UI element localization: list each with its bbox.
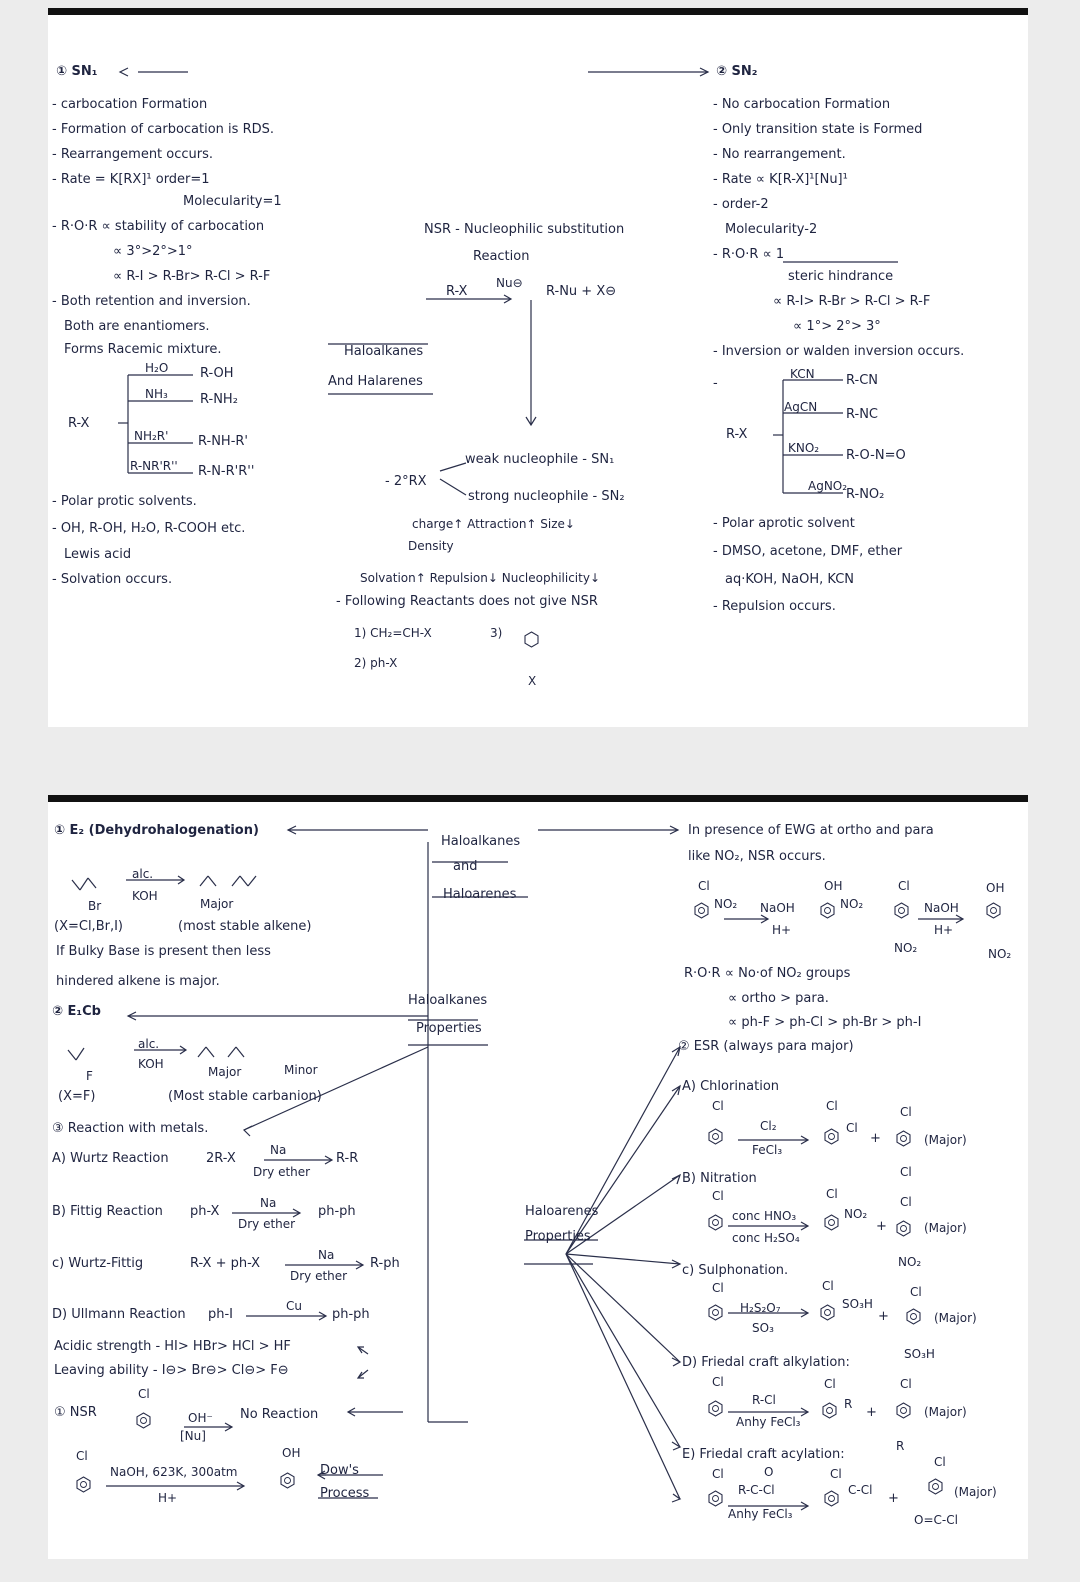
ewg-oh: OH (824, 879, 843, 893)
center-haloalkanes: Haloalkanes (441, 834, 521, 849)
wf-left: R-X + ph-X (190, 1256, 261, 1271)
notes-page-2 (48, 795, 1028, 1559)
plus-sign: + (876, 1219, 887, 1234)
acyl-rcocl: R-C-Cl (738, 1483, 775, 1497)
reactant-3: 3) (490, 626, 503, 640)
dows-h: H+ (158, 1491, 178, 1505)
dows-cl: Cl (76, 1449, 88, 1463)
acylchlorobenzene-ring-icon (824, 1490, 839, 1507)
haloalkanes-props2: Properties (416, 1021, 482, 1036)
sn1-item: - Rate = K[RX]¹ order=1 (52, 172, 210, 187)
center-title: Haloalkanes (344, 344, 424, 359)
sn1-after: - Solvation occurs. (52, 572, 173, 587)
alk-r: R (896, 1439, 905, 1453)
sn1-product: R-NH-R' (198, 434, 248, 449)
esr-title: ② ESR (always para major) (678, 1039, 854, 1054)
sn2-product: R-NC (846, 407, 878, 422)
e2-major: Major (200, 897, 234, 911)
sn1-after: - OH, R-OH, H₂O, R-COOH etc. (52, 521, 246, 536)
ewg-naoh: NaOH (760, 901, 795, 915)
wf-bottom: Dry ether (290, 1269, 348, 1283)
wurtz-top: Na (270, 1143, 287, 1157)
sn1-product: R-OH (200, 366, 234, 381)
alk-r: R (844, 1397, 853, 1411)
reactant-1: 1) CH₂=CH-X (354, 626, 432, 640)
eq-right: R-Nu + X⊖ (546, 284, 617, 299)
e2-koh: KOH (132, 889, 158, 903)
chlorobenzene-ring-icon (708, 1214, 723, 1231)
sn1-item: - Rearrangement occurs. (52, 147, 214, 162)
dows-naoh: NaOH, 623K, 300atm (110, 1465, 238, 1479)
ullmann-label: D) Ullmann Reaction (52, 1307, 186, 1322)
following-line: - Following Reactants does not give NSR (336, 594, 598, 609)
haloarenes-props2: Properties (525, 1229, 591, 1244)
alkylchlorobenzene-ring-icon (822, 1402, 837, 1419)
e2-title: ① E₂ (Dehydrohalogenation) (54, 823, 259, 838)
ewg-no2: NO₂ (894, 941, 918, 955)
rx2: - 2°RX (385, 474, 427, 489)
sn2-after: aq·KOH, NaOH, KCN (725, 572, 855, 587)
fittig-left: ph-X (190, 1204, 220, 1219)
nitr-no2: NO₂ (898, 1255, 922, 1269)
wf-label: c) Wurtz-Fittig (52, 1256, 144, 1271)
nitrophenol-ring-icon (986, 902, 1001, 919)
center-haloarenes: Haloarenes (443, 887, 517, 902)
e2-br: Br (88, 899, 102, 913)
sn2-after: - Polar aprotic solvent (713, 516, 855, 531)
chlorobenzene-ring-icon (708, 1400, 723, 1417)
alkylchlorobenzene-ring-icon (896, 1402, 911, 1419)
center-and: and (453, 859, 478, 874)
nitr-cl: Cl (712, 1189, 724, 1203)
e1cb-most: (Most stable carbanion) (168, 1089, 322, 1104)
nitr-hno3: conc HNO₃ (732, 1209, 797, 1223)
e2-alc: alc. (132, 867, 154, 881)
sn2-dash: - (713, 376, 718, 391)
reactant-2: 2) ph-X (354, 656, 398, 670)
sn2-item: ∝ 1°> 2°> 3° (793, 319, 881, 334)
acylation-label: E) Friedal craft acylation: (682, 1447, 845, 1462)
sn1-item: ∝ R-I > R-Br> R-Cl > R-F (113, 269, 271, 284)
chlor-cl: Cl (846, 1121, 858, 1135)
alk-anhy: Anhy FeCl₃ (736, 1415, 801, 1429)
sn2-reagent: AgNO₂ (808, 479, 848, 493)
plus-sign: + (866, 1405, 877, 1420)
nitr-cl: Cl (900, 1195, 912, 1209)
dichlorobenzene-ring-icon (896, 1130, 911, 1147)
reaction-label: Reaction (473, 249, 530, 264)
nsr-nu: [Nu] (180, 1429, 206, 1443)
dows-oh: OH (282, 1446, 301, 1460)
eq-nu: Nu⊖ (496, 276, 523, 290)
chlor-cl: Cl (712, 1099, 724, 1113)
chlor-fecl3: FeCl₃ (752, 1143, 783, 1157)
sn2-item: - No rearrangement. (713, 147, 846, 162)
major-label: (Major) (934, 1311, 977, 1325)
chlorobenzene-ring-icon (136, 1412, 151, 1429)
nitration-label: B) Nitration (682, 1171, 757, 1186)
acyl-o: O (764, 1465, 774, 1479)
fittig-bottom: Dry ether (238, 1217, 296, 1231)
acyl-cocl: C-Cl (848, 1483, 873, 1497)
sn1-item: Molecularity=1 (183, 194, 282, 209)
ewg-h: H+ (772, 923, 792, 937)
sn1-after: Lewis acid (64, 547, 132, 562)
density-label: Density (408, 539, 454, 553)
sn2-title: ② SN₂ (716, 64, 758, 79)
major-label: (Major) (954, 1485, 997, 1499)
chlorobenzene-ring-icon (708, 1128, 723, 1145)
like-line: like NO₂, NSR occurs. (688, 849, 826, 864)
e1cb-minor: Minor (284, 1063, 318, 1077)
e1cb-f: F (86, 1069, 93, 1083)
sn1-reagent: H₂O (145, 361, 169, 375)
chlor-cl: Cl (900, 1165, 912, 1179)
chlorobenzene-ring-icon (708, 1490, 723, 1507)
sulph-so3: SO₃ (752, 1321, 774, 1335)
nitrochlorobenzene-ring-icon (894, 902, 909, 919)
acylchlorobenzene-ring-icon (928, 1478, 943, 1495)
ewg-h: H+ (934, 923, 954, 937)
solvation-line: Solvation↑ Repulsion↓ Nucleophilicity↓ (360, 571, 600, 585)
e2-most: (most stable alkene) (178, 919, 312, 934)
sn2-item: - R·O·R ∝ 1 (713, 247, 785, 262)
no-reaction: No Reaction (240, 1407, 319, 1422)
sn2-item: - order-2 (713, 197, 769, 212)
e1cb-major: Major (208, 1065, 242, 1079)
sn2-rx: R-X (726, 427, 748, 442)
chlor-cl2: Cl₂ (760, 1119, 777, 1133)
sn1-title: ① SN₁ (56, 64, 98, 79)
acyl-anhy: Anhy FeCl₃ (728, 1507, 793, 1521)
acyl-cl: Cl (934, 1455, 946, 1469)
sn2-item: ∝ R-I> R-Br > R-Cl > R-F (773, 294, 931, 309)
fittig-top: Na (260, 1196, 277, 1210)
plus-sign: + (878, 1309, 889, 1324)
sulph-cl: Cl (910, 1285, 922, 1299)
wf-top: Na (318, 1248, 335, 1262)
ortho-line: ∝ ortho > para. (728, 991, 829, 1006)
sn2-item: - Inversion or walden inversion occurs. (713, 344, 965, 359)
strong-nucleophile: strong nucleophile - SN₂ (468, 489, 625, 504)
sulph-so3h: SO₃H (842, 1297, 873, 1311)
sn1-item: ∝ 3°>2°>1° (113, 244, 193, 259)
sn1-after: - Polar protic solvents. (52, 494, 197, 509)
sn1-rx: R-X (68, 416, 90, 431)
sn2-item: - Only transition state is Formed (713, 122, 923, 137)
nsr-cl: Cl (138, 1387, 150, 1401)
major-label: (Major) (924, 1221, 967, 1235)
sn2-after: - DMSO, acetone, DMF, ether (713, 544, 903, 559)
e1cb-x: (X=F) (58, 1089, 96, 1104)
ullmann-left: ph-I (208, 1307, 234, 1322)
page2-connectors (48, 802, 1028, 1559)
chlor-cl: Cl (900, 1105, 912, 1119)
sn1-reagent: NH₂R' (134, 429, 169, 443)
acyl-cl: Cl (830, 1467, 842, 1481)
nitrochlorobenzene-ring-icon (694, 902, 709, 919)
sn2-reagent: KNO₂ (788, 441, 820, 455)
nitrophenol-ring-icon (820, 902, 835, 919)
sulph-so3h: SO₃H (904, 1347, 935, 1361)
dichlorobenzene-ring-icon (824, 1128, 839, 1145)
charge-line: charge↑ Attraction↑ Size↓ (412, 517, 575, 531)
acyl-cl: Cl (712, 1467, 724, 1481)
chlorobenzenesulfonic-ring-icon (820, 1304, 835, 1321)
sulph-cl: Cl (822, 1279, 834, 1293)
ullmann-top: Cu (286, 1299, 302, 1313)
e2-hindered: hindered alkene is major. (56, 974, 220, 989)
sn2-reagent: AgCN (784, 400, 818, 414)
metals-title: ③ Reaction with metals. (52, 1121, 209, 1136)
sn2-item: Molecularity-2 (725, 222, 818, 237)
notes-page-1 (48, 8, 1028, 727)
haloalkanes-props: Haloalkanes (408, 993, 488, 1008)
ewg-no2: NO₂ (840, 897, 864, 911)
sn2-reagent: KCN (790, 367, 815, 381)
nitr-h2so4: conc H₂SO₄ (732, 1231, 800, 1245)
ewg-no2: NO₂ (714, 897, 738, 911)
sn1-item: - R·O·R ∝ stability of carbocation (52, 219, 265, 234)
sn1-item: Forms Racemic mixture. (64, 342, 222, 357)
major-label: (Major) (924, 1405, 967, 1419)
fittig-label: B) Fittig Reaction (52, 1204, 163, 1219)
phenol-ring-icon (280, 1472, 295, 1489)
nsr-heading: NSR - Nucleophilic substitution (424, 222, 625, 237)
ror-line: R·O·R ∝ No·of NO₂ groups (684, 966, 851, 981)
nitrochlorobenzene-ring-icon (824, 1214, 839, 1231)
ewg-cl: Cl (898, 879, 910, 893)
nsr-oh: OH⁻ (188, 1411, 213, 1425)
ewg-oh: OH (986, 881, 1005, 895)
acidic-strength: Acidic strength - HI> HBr> HCl > HF (54, 1339, 291, 1354)
benzene-ring-icon (524, 631, 539, 648)
chlorobenzenesulfonic-ring-icon (906, 1308, 921, 1325)
e1cb-koh: KOH (138, 1057, 164, 1071)
sn1-reagent: NH₃ (145, 387, 168, 401)
acyl-ocl: O=C-Cl (914, 1513, 958, 1527)
alk-cl: Cl (712, 1375, 724, 1389)
sn2-after: - Repulsion occurs. (713, 599, 836, 614)
eq-left: R-X (446, 284, 468, 299)
leaving-ability: Leaving ability - I⊖> Br⊖> Cl⊖> F⊖ (54, 1363, 289, 1378)
sn2-item: - Rate ∝ K[R-X]¹[Nu]¹ (713, 172, 848, 187)
chlorobenzene-ring-icon (76, 1476, 91, 1493)
wurtz-label: A) Wurtz Reaction (52, 1151, 169, 1166)
phf-line: ∝ ph-F > ph-Cl > ph-Br > ph-I (728, 1015, 922, 1030)
e1cb-title: ② E₁Cb (52, 1004, 101, 1019)
sn1-item: - carbocation Formation (52, 97, 208, 112)
sn2-item: - No carbocation Formation (713, 97, 891, 112)
alk-cl: Cl (900, 1377, 912, 1391)
ring-x-label: X (528, 674, 537, 688)
e2-x: (X=Cl,Br,I) (54, 919, 123, 934)
center-title2: And Halarenes (328, 374, 423, 389)
nitrochlorobenzene-ring-icon (896, 1220, 911, 1237)
sn2-product: R-NO₂ (846, 487, 885, 502)
alk-rcl: R-Cl (752, 1393, 776, 1407)
process-label: Process (320, 1486, 370, 1501)
nitr-no2: NO₂ (844, 1207, 868, 1221)
wf-right: R-ph (370, 1256, 400, 1271)
nitr-cl: Cl (826, 1187, 838, 1201)
fittig-right: ph-ph (318, 1204, 356, 1219)
chlor-cl: Cl (826, 1099, 838, 1113)
ewg-naoh: NaOH (924, 901, 959, 915)
sulphonation-label: c) Sulphonation. (682, 1263, 789, 1278)
chlorobenzene-ring-icon (708, 1304, 723, 1321)
ewg-line: In presence of EWG at ortho and para (688, 823, 934, 838)
sn1-item: Both are enantiomers. (64, 319, 210, 334)
weak-nucleophile: weak nucleophile - SN₁ (465, 452, 615, 467)
wurtz-right: R-R (336, 1151, 359, 1166)
nsr-title: ① NSR (54, 1405, 97, 1420)
plus-sign: + (888, 1491, 899, 1506)
haloarenes-props: Haloarenes (525, 1204, 599, 1219)
e1cb-alc: alc. (138, 1037, 160, 1051)
sn1-product: R-NH₂ (200, 392, 238, 407)
sn1-item: - Both retention and inversion. (52, 294, 251, 309)
wurtz-left: 2R-X (206, 1151, 236, 1166)
sn1-item: - Formation of carbocation is RDS. (52, 122, 274, 137)
dows-label: Dow's (320, 1463, 359, 1478)
sulph-h2s2o7: H₂S₂O₇ (740, 1301, 781, 1315)
sn1-reagent: R-NR'R'' (130, 459, 178, 473)
sn2-product: R-O-N=O (846, 448, 906, 463)
alk-cl: Cl (824, 1377, 836, 1391)
sn2-product: R-CN (846, 373, 878, 388)
ewg-cl: Cl (698, 879, 710, 893)
sulph-cl: Cl (712, 1281, 724, 1295)
alkylation-label: D) Friedal craft alkylation: (682, 1355, 850, 1370)
chlorination-label: A) Chlorination (682, 1079, 780, 1094)
sn1-product: R-N-R'R'' (198, 464, 255, 479)
e2-bulky: If Bulky Base is present then less (56, 944, 271, 959)
plus-sign: + (870, 1131, 881, 1146)
wurtz-bottom: Dry ether (253, 1165, 311, 1179)
ullmann-right: ph-ph (332, 1307, 370, 1322)
major-label: (Major) (924, 1133, 967, 1147)
ewg-no2: NO₂ (988, 947, 1012, 961)
sn2-item: steric hindrance (788, 269, 894, 284)
